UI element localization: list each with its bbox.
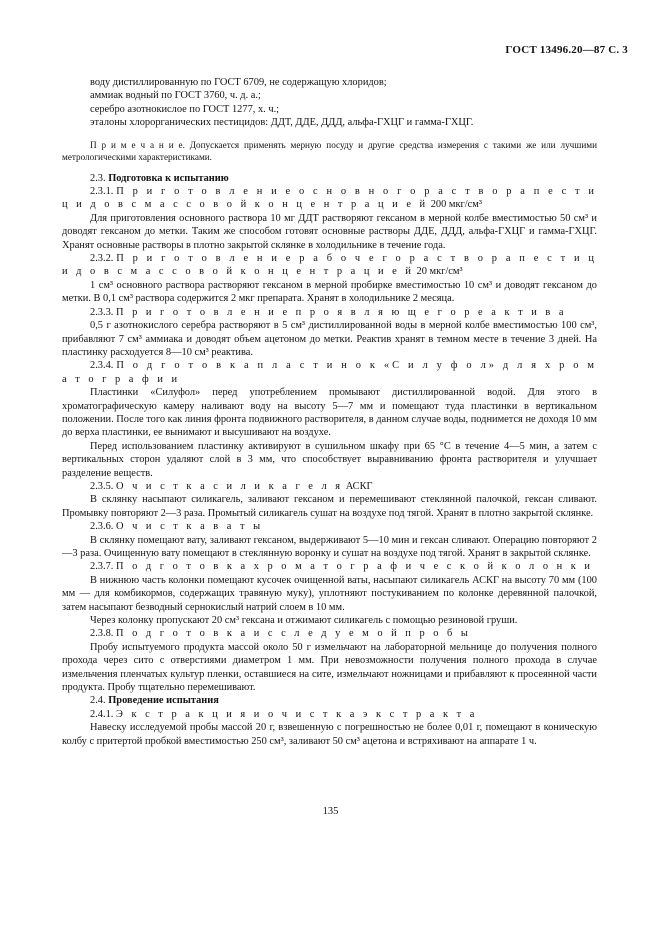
section-title: П о д г о т о в к а п л а с т и н о к «С и л у ф о л» д л я х р о м а т о г р а ф и и — [62, 360, 597, 385]
section-2-3-2-body: 1 см³ основного раствора растворяют гексаном в мерной пробирке вместимостью 10 см³ и доводят гексаном до метки. В 0,1 см³ раствора содержится 2 мкг препарата. Хранят в холодильнике 2 месяца. — [62, 279, 597, 305]
section-number: 2.3.5. — [90, 480, 114, 492]
section-2-3-6-body: В склянку помещают вату, заливают гексаном, выдерживают 5—10 мин и гексан сливают. Операцию повторяют 2—3 раза. Очищенную вату помещают в стеклянную воронку и сушат на воздухе под тягой. Хранят в закрытой склянке. — [62, 534, 597, 559]
section-2-3-4-body: Перед использованием пластинку активируют в сушильном шкафу при 65 °С в течение 4—5 мин, а затем с вертикальных сторон удаляют слой в 3 мм, что способствует выравниванию фронта растворителя и улучшает разделение веществ. — [62, 440, 597, 479]
section-2-4-1-heading — [62, 708, 597, 721]
section-2-3-4-heading — [62, 359, 597, 386]
section-2-3-7-heading — [62, 560, 597, 573]
section-title: П о д г о т о в к а х р о м а т о г р а ф и ч е с к о й к о л о н к и — [116, 561, 593, 573]
section-2-3-8-heading — [62, 627, 597, 640]
section-2-3-6-heading — [62, 520, 597, 533]
section-number: 2.3.6. — [90, 521, 114, 533]
section-title: П о д г о т о в к а и с с л е д у е м о й п р о б ы — [116, 628, 471, 640]
section-title: О ч и с т к а в а т ы — [116, 521, 264, 533]
section-number: 2.4. — [90, 695, 106, 707]
section-title: П р и г о т о в л е н и е п р о я в л я ю щ е г о р е а к т и в а — [116, 306, 567, 318]
section-2-3-7-body: Через колонку пропускают 20 см³ гексана и отжимают силикагель с помощью резиновой груши. — [90, 615, 518, 627]
page-content — [62, 76, 597, 748]
section-2-3-1-heading — [62, 185, 597, 212]
section-2-3-8-body: Пробу испытуемого продукта массой около 50 г измельчают на лабораторной мельнице до получения полного прохода через сито с отверстиями диаметром 1 мм. При невозможности получения полного прохода в случае измельчения пленчатых культур пленки, оставшиеся на сите, измельчают ножницами и прибавляют к просеянной части продукта. Пробу тщательно перемешивают. — [62, 641, 597, 694]
section-concentration: 200 мкг/см³ — [428, 199, 482, 211]
section-number: 2.4.1. — [90, 708, 114, 720]
section-2-4-heading — [62, 694, 597, 707]
section-2-3-3-heading — [62, 306, 597, 319]
section-2-4-1-body: Навеску исследуемой пробы массой 20 г, взвешенную с погрешностью не более 0,01 г, помещают в коническую колбу с притертой пробкой вместимостью 250 см³, заливают 50 см³ ацетона и встряхивают на аппарате 1 ч. — [62, 722, 597, 747]
note-text: Допускается применять мерную посуду и другие средства измерения с такими же или лучшими метрологическими характеристиками. — [62, 139, 598, 162]
section-number: 2.3.8. — [90, 628, 114, 640]
section-2-3-heading — [62, 172, 597, 185]
section-2-3-5-heading — [62, 480, 597, 493]
section-number: 2.3.7. — [90, 561, 114, 573]
section-2-3-4-body: Пластинки «Силуфол» перед употреблением промывают дистиллированной водой. Для этого в хроматографическую камеру наливают воду на высоту 5—7 мм и помещают туда пластинки в вертикальном положении. После того как линия фронта подвижного растворителя, в данном случае воды, поднимется не доходя 10 мм до верха пластинки, ее вынимают и высушивают на воздухе. — [62, 387, 597, 439]
list-item: эталоны хлорорганических пестицидов: ДДТ, ДДЕ, ДДД, альфа-ГХЦГ и гамма-ГХЦГ. — [90, 117, 474, 129]
section-number: 2.3.1. — [90, 186, 114, 198]
list-item: серебро азотнокислое по ГОСТ 1277, х. ч.; — [90, 103, 280, 115]
list-item: аммиак водный по ГОСТ 3760, ч. д. а.; — [90, 90, 261, 102]
section-number: 2.3.3. — [90, 306, 114, 318]
page-header: ГОСТ 13496.20—87 С. 3 — [505, 44, 628, 56]
section-number: 2.3.4. — [90, 360, 114, 372]
note — [62, 139, 597, 163]
section-title: Проведение испытания — [108, 695, 219, 707]
section-title: О ч и с т к а с и л и к а г е л я — [116, 480, 344, 492]
section-2-3-5-body: В склянку насыпают силикагель, заливают гексаном и перемешивают стеклянной палочкой, гексан сливают. Промывку повторяют 2—3 раза. Промытый силикагель сушат на воздухе под тягой. Хранят в плотно закрытой склянке. — [62, 494, 597, 519]
page-number: 135 — [322, 806, 339, 817]
section-2-3-7-body: В нижнюю часть колонки помещают кусочек очищенной ваты, насыпают силикагель АСКГ на высоту 70 мм (100 мм — для комбикормов, содержащих травяную муку), уплотняют постукиванием по колонке деревянной палочкой, затем насыпают безводный сернокислый натрий слоем в 10 мм. — [62, 574, 597, 613]
list-item: воду дистиллированную по ГОСТ 6709, не содержащую хлоридов; — [90, 77, 387, 88]
section-2-3-1-body: Для приготовления основного раствора 10 мг ДДТ растворяют гексаном в мерной колбе вместимостью 50 см³ и доводят гексаном до метки. Таким же способом готовят основные растворы ДДЕ, ДДД, альфа-ГХЦГ и гамма-ГХЦГ. Хранят основные растворы в плотно закрытой склянке в холодильнике в течение года. — [62, 212, 597, 251]
section-title: П р и г о т о в л е н и е р а б о ч е г о р а с т в о р а п е с т и ц и д о в с м а с с о в о й к о н ц е н т р а ц и е й — [62, 253, 597, 278]
section-2-3-3-body: 0,5 г азотнокислого серебра растворяют в 5 см³ дистиллированной воды в мерной колбе вместимостью 100 см³, прибавляют 7 см³ аммиака и доводят объем ацетоном до метки. Реактив хранят в темном месте в течение 3 дней. На пластинку расходуется 8—10 см³ реактива. — [62, 320, 597, 358]
note-label: П р и м е ч а н и е. — [90, 139, 185, 150]
section-title: П р и г о т о в л е н и е о с н о в н о г о р а с т в о р а п е с т и ц и д о в с м а с с о в о й к о н ц е н т р а ц и е й — [62, 186, 597, 211]
section-number: 2.3. — [90, 172, 106, 184]
section-title: Э к с т р а к ц и я и о ч и с т к а э к с т р а к т а — [116, 708, 478, 720]
section-concentration: 20 мкг/см³ — [413, 266, 463, 278]
section-2-3-2-heading — [62, 252, 597, 279]
section-number: 2.3.2. — [90, 253, 114, 265]
reagent-list — [62, 76, 597, 130]
section-title: Подготовка к испытанию — [108, 172, 229, 184]
section-title-suffix: АСКГ — [343, 480, 373, 492]
